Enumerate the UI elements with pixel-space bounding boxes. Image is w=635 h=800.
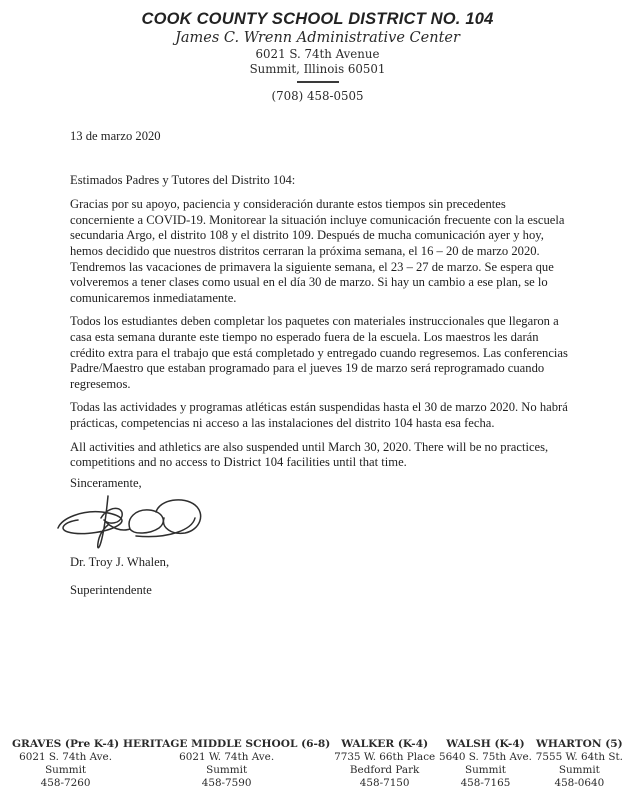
school-address: 7555 W. 64th St. xyxy=(535,751,623,763)
signature xyxy=(56,492,572,554)
school-address: 6021 W. 74th Ave. xyxy=(179,751,275,763)
letterhead-phone: (708) 458-0505 xyxy=(271,89,364,103)
closing: Sinceramente, xyxy=(70,475,142,490)
school-city: Bedford Park xyxy=(349,764,420,776)
letterhead-address-line2: Summit, Illinois 60501 xyxy=(249,61,386,76)
school-city: Summit xyxy=(558,764,600,776)
letterhead-divider xyxy=(297,81,339,83)
signer-name: Dr. Troy J. Whalen, xyxy=(70,555,170,570)
footer-school-heritage xyxy=(123,738,330,790)
school-phone: 458-0640 xyxy=(554,777,605,789)
salutation: Estimados Padres y Tutores del Distrito 104: xyxy=(70,172,296,187)
paragraph-activities-suspended-en: All activities and athletics are also suspended until March 30, 2020. There will be no practices, competitions and no access to District 104 facilities until that time. xyxy=(70,439,549,470)
paragraph-closure-announcement: Gracias por su apoyo, paciencia y consideración durante estos tiempos sin precedentes concerniente a COVID-19. Monitorear la situación incluye comunicación frecuente con la escuela secundaria Argo, el distrito 108 y el distrito 109. Después de mucha comunicación ayer y hoy, hemos decidido que nuestros distritos cerraran la próxima semana, el 16 – 20 de marzo 2020. Tendremos las vacaciones de primavera la siguiente semana, el 23 – 27 de marzo. Se espera que volveremos a tener clases como usual en el día 30 de marzo. Si hay un cambio a ese plan, se lo comunicaremos inmediatamente. xyxy=(70,197,565,305)
footer-school-graves xyxy=(12,738,119,790)
handwritten-signature-icon xyxy=(56,492,224,554)
footer-school-wharton xyxy=(536,738,623,790)
footer-school-walker xyxy=(334,738,435,790)
school-name: WALKER (K-4) xyxy=(341,738,429,750)
letterhead xyxy=(0,0,635,104)
letterhead-address-line1: 6021 S. 74th Avenue xyxy=(255,47,380,61)
letter-date: 13 de marzo 2020 xyxy=(70,129,161,143)
district-title: COOK COUNTY SCHOOL DISTRICT NO. 104 xyxy=(141,10,494,28)
school-city: Summit xyxy=(206,764,248,776)
school-phone: 458-7590 xyxy=(201,777,252,789)
school-phone: 458-7165 xyxy=(460,777,511,789)
school-phone: 458-7260 xyxy=(40,777,91,789)
school-phone: 458-7150 xyxy=(359,777,410,789)
paragraph-instructional-packets: Todos los estudiantes deben completar los paquetes con materiales instruccionales que llegaron a casa esta semana durante este tiempo no esperado fuera de la escuela. Los maestros les darán crédito extra para el trabajo que está completado y entregado cuando regresemos. Las conferencias Padre/Maestro que estaban programado para el jueves 19 de marzo será reprogramado cuando regresemos. xyxy=(70,314,568,391)
school-name: WHARTON (5) xyxy=(536,738,623,750)
school-city: Summit xyxy=(45,764,87,776)
school-city: Summit xyxy=(464,764,506,776)
school-name: GRAVES (Pre K-4) xyxy=(12,738,120,750)
admin-center-name: James C. Wrenn Administrative Center xyxy=(175,30,460,46)
schools-footer xyxy=(0,738,635,790)
school-address: 6021 S. 74th Ave. xyxy=(19,751,113,763)
signer-title: Superintendente xyxy=(70,582,152,597)
letter-body xyxy=(0,129,635,598)
school-name: WALSH (K-4) xyxy=(446,738,525,750)
paragraph-activities-suspended-es: Todas las actividades y programas atléticas están suspendidas hasta el 30 de marzo 2020. No habrá prácticas, competencias ni acceso a las instalaciones del distrito 104 hasta esa fecha. xyxy=(70,400,568,430)
school-address: 7735 W. 66th Place xyxy=(334,751,436,763)
school-name: HERITAGE MIDDLE SCHOOL (6-8) xyxy=(122,738,331,750)
school-address: 5640 S. 75th Ave. xyxy=(439,751,532,763)
footer-school-walsh xyxy=(439,738,532,790)
